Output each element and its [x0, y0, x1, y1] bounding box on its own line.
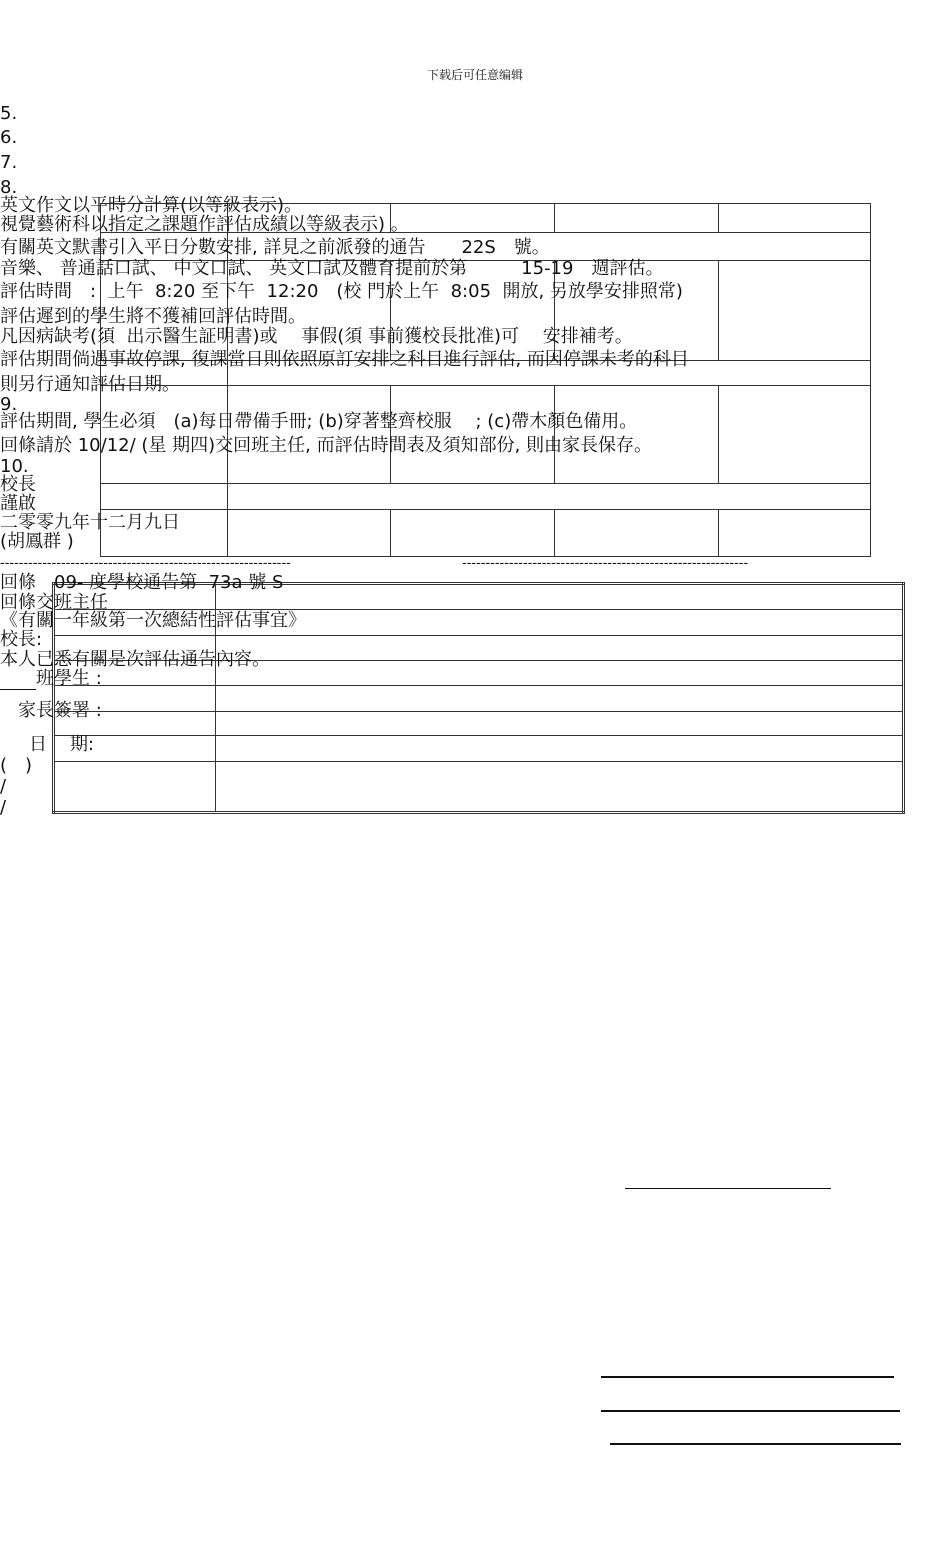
assessment-time-note: 評估時間 : 上午 8:20 至下午 12:20 (校 門於上午 8:05 開放, 另放學安排照常): [0, 281, 683, 302]
signature-line-3: [601, 1410, 900, 1412]
principal-title: 校長: [0, 474, 36, 495]
signature-line-4: [610, 1443, 901, 1445]
cut-line-right: -------------------------------------------------------------: [462, 556, 749, 568]
date-slash-1: /: [0, 776, 7, 797]
oral-music-note: 音樂、 普通話口試、 中文口試、 英文口試及體育提前於第 15-19 週評估。: [0, 258, 664, 279]
cut-line-left: --------------------------------------------------------------: [0, 556, 291, 568]
signature-line-2: [601, 1376, 894, 1378]
reply-slip-title: 回條 09- 度學校通告第 73a 號 S: [0, 572, 284, 593]
item-number-10: 10.: [0, 456, 29, 477]
signature-line-1: [625, 1188, 831, 1189]
reply-to-teacher: 回條交班主任: [0, 592, 108, 613]
requirements-note: 評估期間, 學生必須 (a)每日帶備手冊; (b)穿著整齊校服 ; (c)帶木顏色備用。: [0, 411, 638, 432]
parent-signature-label: 家長簽署 :: [18, 700, 102, 721]
item-number-5: 5.: [0, 103, 18, 124]
date-parenthesis: ( ): [0, 755, 33, 776]
page-header-note: 下载后可任意编辑: [426, 68, 523, 82]
date-label-first-char: 日: [29, 734, 47, 755]
notice-date: 二零零九年十二月九日: [0, 512, 180, 533]
item-number-6: 6.: [0, 127, 18, 148]
suspension-note-line-2: 則另行通知評估日期。: [0, 374, 180, 395]
item-number-8: 8.: [0, 177, 18, 198]
english-writing-note: 英文作文以平時分計算(以等級表示)。: [0, 195, 303, 216]
item-number-7: 7.: [0, 152, 18, 173]
acknowledge-statement: 本人已悉有關是次評估通告內容。: [0, 649, 270, 670]
student-class-label: [0, 668, 102, 690]
visual-arts-note: 視覺藝術科以指定之課題作評估成績以等級表示) 。: [0, 214, 409, 235]
dictation-note: 有關英文默書引入平日分數安排, 詳見之前派發的通告 22S 號。: [0, 237, 550, 258]
late-note: 評估遲到的學生將不獲補回評估時間。: [0, 306, 306, 327]
class-blank: [0, 673, 36, 690]
reply-subject: 《有關一年級第一次總結性評估事宜》: [0, 610, 306, 631]
student-label-text: 班學生 :: [36, 668, 102, 689]
respectfully-text: 謹啟: [0, 493, 36, 514]
principal-name: (胡鳳群 ): [0, 531, 74, 552]
date-label-second-char: 期:: [70, 734, 95, 755]
item-number-9: 9.: [0, 394, 18, 415]
reply-to-principal: 校長:: [0, 629, 43, 650]
absence-note: 凡因病缺考(須 出示醫生証明書)或 事假(須 事前獲校長批准)可 安排補考。: [0, 326, 633, 347]
suspension-note-line-1: 評估期間倘遇事故停課, 復課當日則依照原訂安排之科目進行評估, 而因停課未考的科目: [0, 349, 689, 370]
date-slash-2: /: [0, 797, 7, 818]
return-slip-note: 回條請於 10/12/ (星 期四)交回班主任, 而評估時間表及須知部份, 則由家長保存。: [0, 435, 653, 456]
